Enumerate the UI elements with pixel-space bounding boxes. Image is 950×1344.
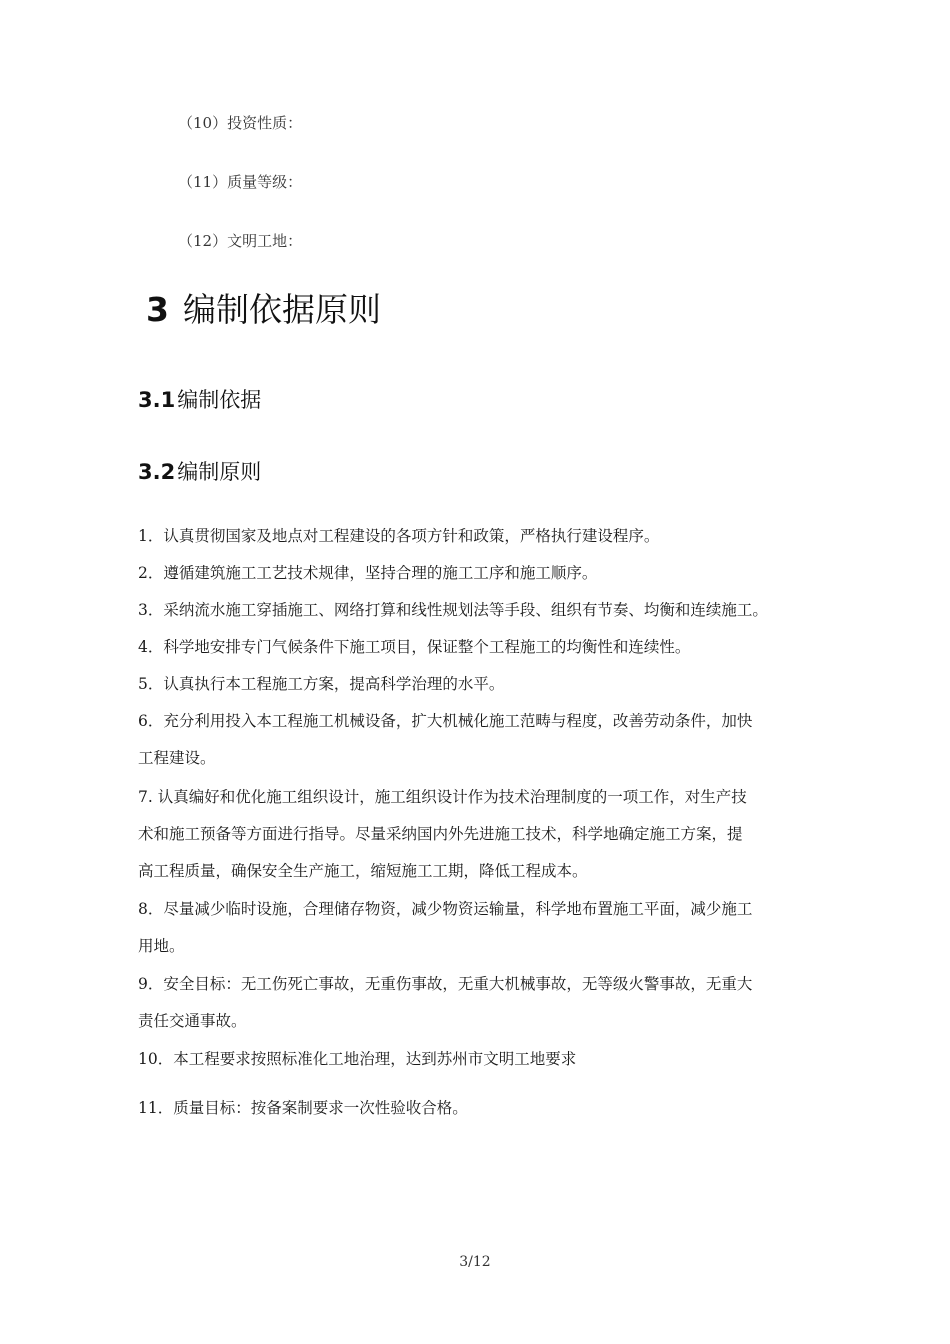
- principle-line: 9．安全目标：无工伤死亡事故，无重伤事故，无重大机械事故，无等级火警事故，无重大: [138, 975, 753, 993]
- subsection-number: 3.1: [138, 388, 176, 412]
- principle-3: [138, 592, 828, 629]
- principle-line: 1．认真贯彻国家及地点对工程建设的各项方针和政策，严格执行建设程序。: [138, 527, 660, 545]
- section-title: 编制依据原则: [182, 290, 381, 329]
- principle-line: 5．认真执行本工程施工方案，提高科学治理的水平。: [138, 675, 505, 693]
- page-number: 3/12: [459, 1254, 491, 1270]
- principle-line: 3．采纳流水施工穿插施工、网络打算和线性规划法等手段、组织有节奏、均衡和连续施工。: [138, 601, 768, 619]
- project-item-quality-grade: （11）质量等级：: [178, 173, 303, 191]
- project-item-civilized-site: （12）文明工地：: [178, 232, 303, 250]
- principle-4: [138, 629, 828, 666]
- principle-6: [138, 703, 828, 777]
- principle-line: 11．质量目标：按备案制要求一次性验收合格。: [138, 1099, 468, 1117]
- subsection-heading-principles: [138, 456, 261, 486]
- subsection-number: 3.2: [138, 460, 176, 484]
- principle-7: [138, 779, 828, 890]
- principle-line: 8．尽量减少临时设施，合理储存物资，减少物资运输量，科学地布置施工平面，减少施工: [138, 900, 753, 918]
- section-number: 3: [146, 290, 169, 329]
- principle-10: [138, 1041, 828, 1078]
- principle-5: [138, 666, 828, 703]
- principle-line: 责任交通事故。: [138, 1012, 247, 1030]
- section-heading: [146, 284, 381, 331]
- principle-9: [138, 966, 828, 1040]
- principle-8: [138, 891, 828, 965]
- principle-line: 术和施工预备等方面进行指导。尽量采纳国内外先进施工技术，科学地确定施工方案，提: [138, 825, 743, 843]
- principle-line: 高工程质量，确保安全生产施工，缩短施工工期，降低工程成本。: [138, 862, 588, 880]
- principle-line: 用地。: [138, 937, 185, 955]
- subsection-heading-basis: [138, 384, 261, 414]
- principle-line: 7. 认真编好和优化施工组织设计，施工组织设计作为技术治理制度的一项工作，对生产技: [138, 788, 747, 806]
- principle-2: [138, 555, 828, 592]
- principle-line: 4．科学地安排专门气候条件下施工项目，保证整个工程施工的均衡性和连续性。: [138, 638, 691, 656]
- principle-11: [138, 1090, 828, 1127]
- principle-line: 10．本工程要求按照标准化工地治理，达到苏州市文明工地要求: [138, 1050, 577, 1068]
- principle-line: 6．充分利用投入本工程施工机械设备，扩大机械化施工范畴与程度，改善劳动条件，加快: [138, 712, 753, 730]
- principle-1: [138, 518, 828, 555]
- principle-line: 工程建设。: [138, 749, 216, 767]
- subsection-title: 编制依据: [177, 388, 262, 412]
- subsection-title: 编制原则: [177, 460, 262, 484]
- project-item-investment-nature: （10）投资性质：: [178, 114, 303, 132]
- principle-line: 2．遵循建筑施工工艺技术规律，坚持合理的施工工序和施工顺序。: [138, 564, 598, 582]
